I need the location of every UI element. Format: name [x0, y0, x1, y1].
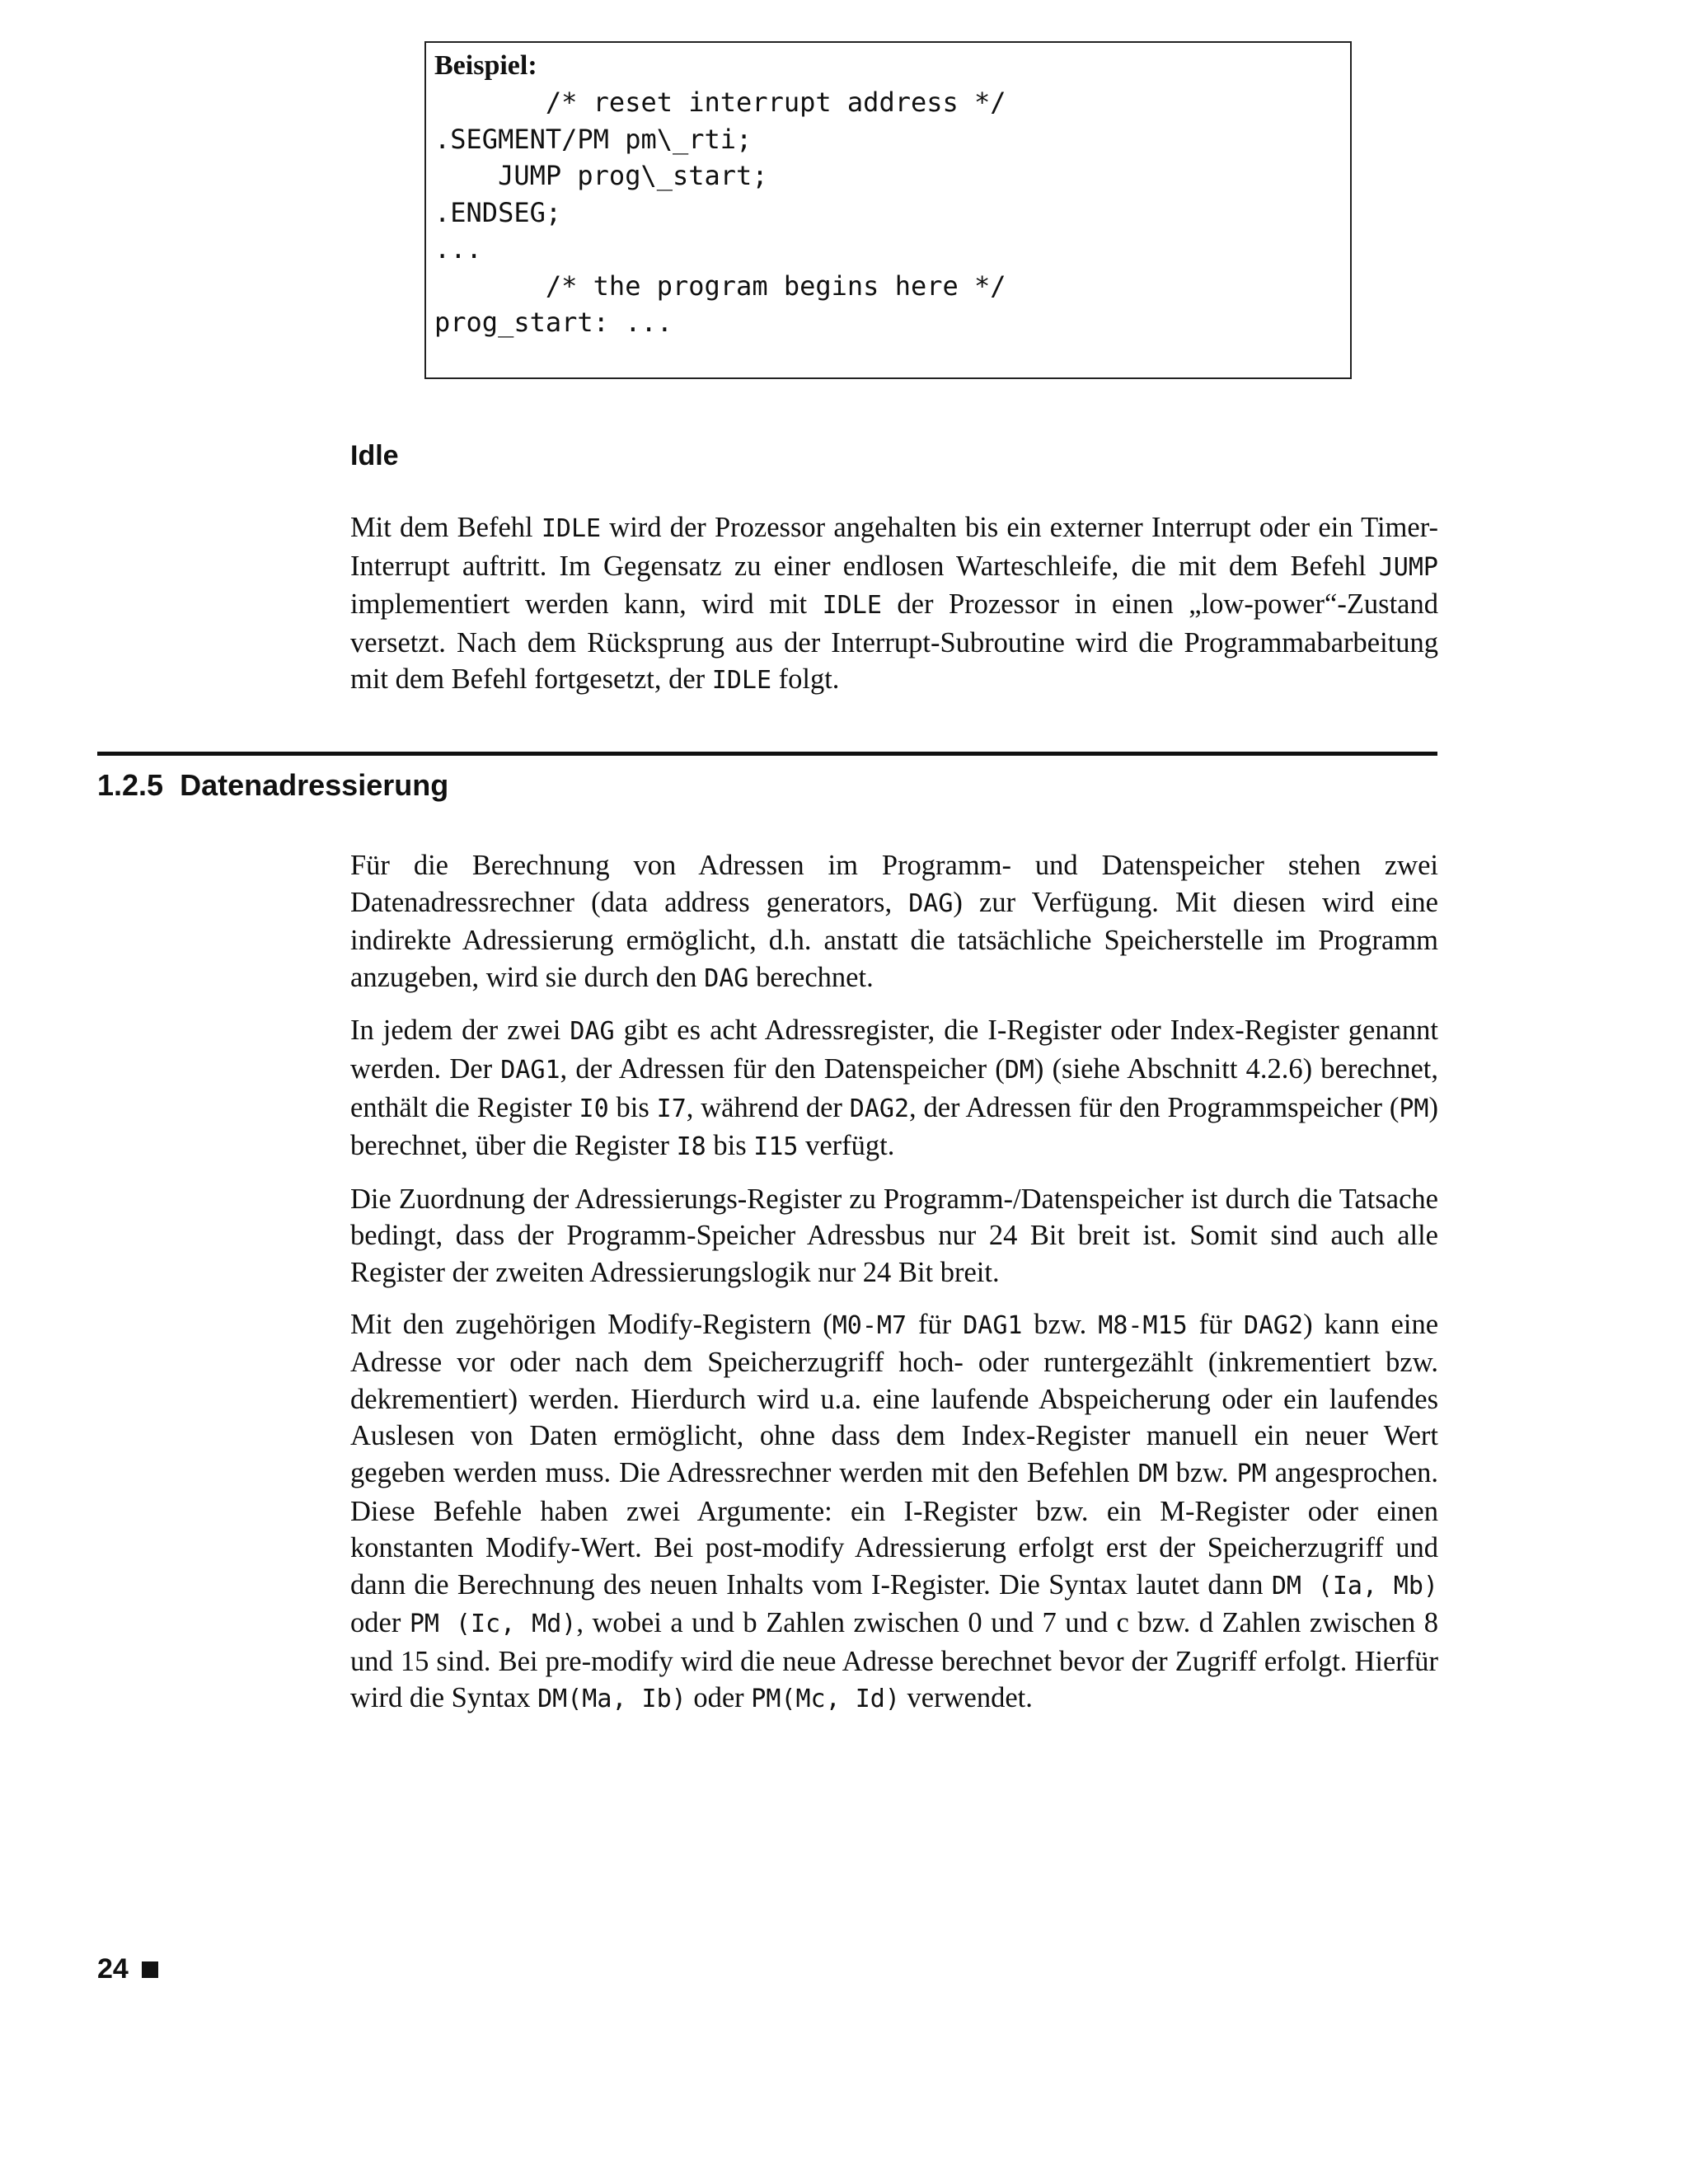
inline-code: DM	[1137, 1459, 1168, 1488]
page-number: 24	[97, 1953, 129, 1985]
text-segment: verwendet.	[899, 1682, 1033, 1714]
inline-code: DM (Ia, Mb)	[1271, 1571, 1438, 1601]
inline-code: JUMP	[1378, 552, 1438, 582]
text-segment: ) berechnet, über die Register	[350, 1091, 1438, 1162]
text-segment: folgt.	[771, 663, 840, 696]
text-segment: , während der	[686, 1091, 850, 1123]
text-segment: der Prozessor in einen „low-power“-Zustand versetzt. Nach dem Rücksprung aus der Interrupt-Subroutine wird die Programmabarbeitung mit dem Befehl fortgesetzt, der	[350, 588, 1438, 696]
text-segment: bis	[706, 1130, 754, 1162]
inline-code: I15	[753, 1132, 799, 1162]
section-paragraph-3: Die Zuordnung der Adressierungs-Register zu Programm-/Datenspeicher ist durch die Tatsache bedingt, dass der Programm-Speicher Adressbus nur 24 Bit breit ist. Somit sind auch alle Register der zweiten Adressierungslogik nur 24 Bit breit.	[350, 1183, 1438, 1288]
text-segment: angesprochen. Diese Befehle haben zwei Argumente: ein I-Register bzw. ein M-Register oder einen konstanten Modify-Wert. Bei post-modify Adressierung erfolgt erst der Speicherzugriff und dann die Berechnung des neuen Inhalts vom I-Register. Die Syntax lautet dann	[350, 1456, 1438, 1601]
text-segment: ) (siehe Abschnitt 4.2.6) berechnet, enthält die Register	[350, 1052, 1438, 1123]
code-line: .ENDSEG;	[434, 196, 562, 228]
text-segment: , der Adressen für den Programmspeicher (	[909, 1091, 1400, 1123]
inline-code: IDLE	[822, 591, 882, 621]
inline-code: M0-M7	[832, 1310, 907, 1340]
text-segment: implementiert werden kann, wird mit	[350, 588, 823, 621]
code-example-box	[424, 41, 1352, 379]
inline-code: DM(Ma, Ib)	[537, 1685, 687, 1714]
text-segment: , wobei a und b Zahlen zwischen 0 und 7 und c bzw. d Zahlen zwischen 8 und 15 sind. Bei pre-modify wird die neue Adresse berechnet bevor der Zugriff erfolgt. Hierfür wird die Syntax	[350, 1607, 1438, 1714]
code-line: prog_start: ...	[434, 307, 673, 338]
inline-code: DAG1	[963, 1310, 1023, 1340]
inline-code: IDLE	[541, 514, 602, 543]
inline-code: DAG	[908, 888, 954, 918]
inline-code: M8-M15	[1098, 1310, 1188, 1340]
code-line: /* the program begins here */	[434, 269, 1006, 302]
section-number: 1.2.5	[97, 768, 164, 802]
inline-code: IDLE	[711, 666, 772, 696]
text-segment: verfügt.	[798, 1130, 895, 1162]
code-line: ...	[434, 233, 482, 265]
text-segment: für	[907, 1308, 964, 1340]
text-segment: gibt es acht Adressregister, die I-Register oder Index-Register genannt werden. Der	[350, 1015, 1438, 1085]
code-example-title: Beispiel:	[434, 50, 537, 81]
text-segment: Mit den zugehörigen Modify-Registern (	[350, 1308, 832, 1340]
idle-heading: Idle	[350, 440, 399, 471]
inline-code: DAG	[704, 963, 749, 993]
inline-code: DAG2	[1243, 1310, 1304, 1340]
section-body	[350, 847, 1438, 1733]
text-segment: oder	[350, 1607, 410, 1639]
idle-paragraph	[350, 509, 1438, 700]
text-segment: bzw.	[1022, 1308, 1099, 1340]
text-segment: ) zur Verfügung. Mit diesen wird eine indirekte Adressierung ermöglicht, d.h. anstatt die tatsächliche Speicherstelle im Programm anzugeben, wird sie durch den	[350, 886, 1438, 993]
text-segment: In jedem der zwei	[350, 1015, 570, 1047]
inline-code: PM	[1399, 1094, 1429, 1123]
inline-code: DAG	[570, 1017, 615, 1047]
text-segment: wird der Prozessor angehalten bis ein externer Interrupt oder ein Timer-Interrupt auftritt. Im Gegensatz zu einer endlosen Warteschleife, die mit dem Befehl	[350, 512, 1438, 582]
text-segment: oder	[686, 1682, 752, 1714]
section-heading	[97, 768, 448, 803]
text-segment: ) kann eine Adresse vor oder nach dem Speicherzugriff hoch- oder runtergezählt (inkrementiert bzw. dekrementiert) werden. Hierdurch wird u.a. eine laufende Abspeicherung oder ein laufendes Auslesen von Daten ermöglicht, ohne dass dem Index-Register manuell ein neuer Wert gegeben werden muss. Die Adressrechner werden mit den Befehlen	[350, 1308, 1439, 1488]
text-segment: für	[1187, 1308, 1244, 1340]
code-listing	[434, 84, 1342, 341]
inline-code: PM	[1236, 1459, 1267, 1488]
inline-code: PM (Ic, Md)	[409, 1610, 577, 1639]
inline-code: I0	[579, 1094, 609, 1123]
section-paragraph-2	[350, 1012, 1438, 1165]
inline-code: DAG1	[500, 1055, 560, 1085]
inline-code: DM	[1004, 1055, 1034, 1085]
text-segment: Für die Berechnung von Adressen im Programm- und Datenspeicher stehen zwei Datenadressrechner (data address generators,	[350, 850, 1438, 918]
text-segment: Mit dem Befehl	[350, 512, 542, 543]
section-paragraph-4	[350, 1306, 1438, 1719]
inline-code: I7	[656, 1094, 687, 1123]
section-title: Datenadressierung	[180, 768, 449, 802]
page-footer	[97, 1953, 158, 1985]
section-paragraph-1	[350, 847, 1438, 997]
square-bullet-icon	[142, 1961, 158, 1978]
inline-code: PM(Mc, Id)	[751, 1685, 900, 1714]
text-segment: berechnet.	[748, 961, 874, 993]
text-segment: bzw.	[1167, 1456, 1237, 1488]
code-line: .SEGMENT/PM pm\_rti;	[434, 123, 753, 155]
code-line: /* reset interrupt address */	[434, 87, 1006, 118]
text-segment: , der Adressen für den Datenspeicher (	[560, 1052, 1005, 1085]
code-line: JUMP prog\_start;	[434, 160, 768, 191]
inline-code: I8	[676, 1132, 706, 1162]
inline-code: DAG2	[849, 1094, 910, 1123]
section-rule	[97, 752, 1437, 756]
text-segment: bis	[608, 1091, 657, 1123]
